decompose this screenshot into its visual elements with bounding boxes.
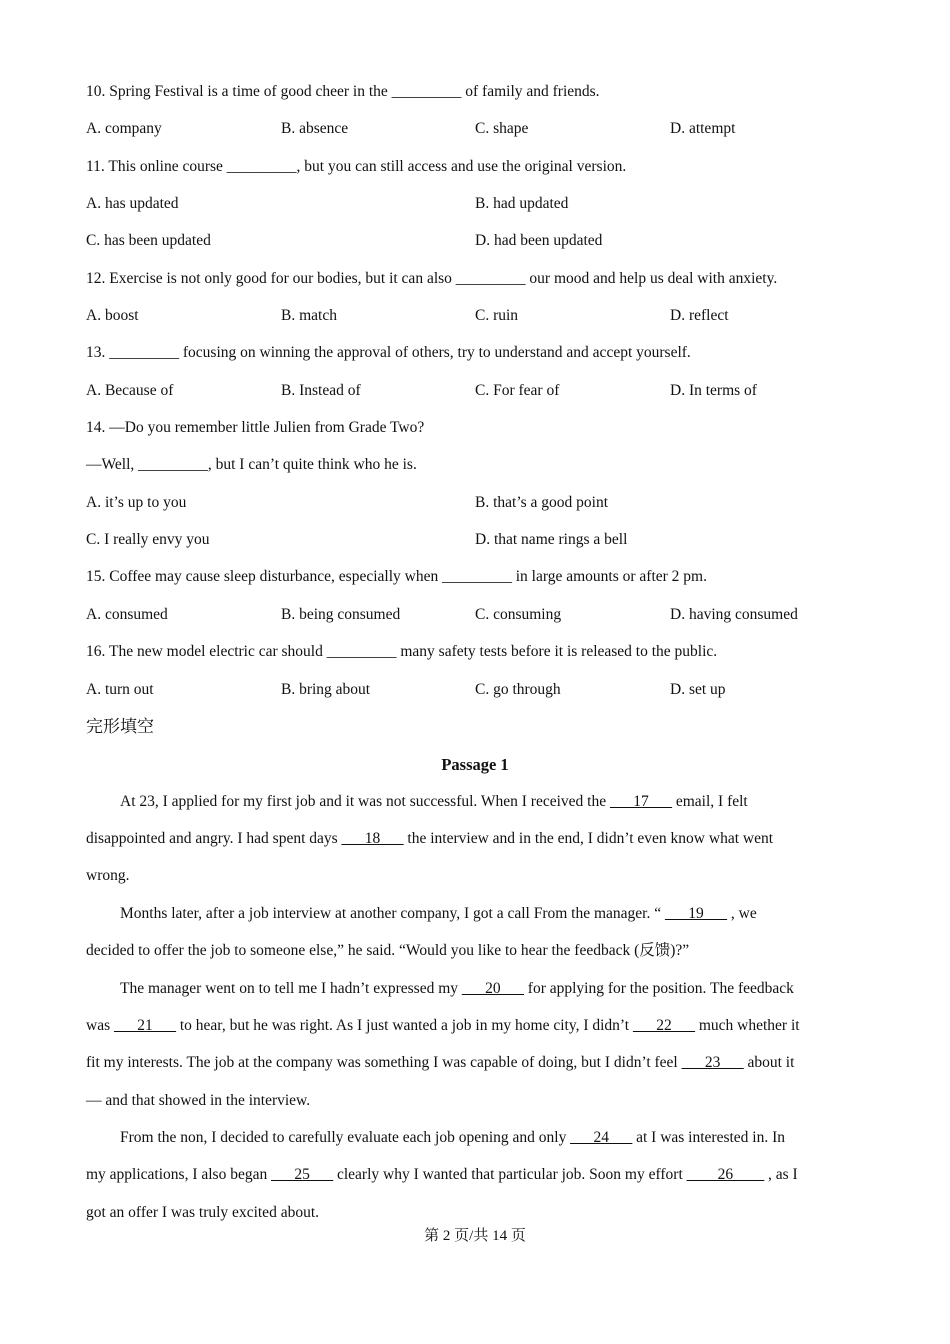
- page-footer: 第 2 页/共 14 页: [424, 1228, 526, 1244]
- blank-21: ___21___: [113, 1017, 176, 1034]
- question-16-option-b: B. bring about: [281, 681, 371, 698]
- blank-17: ___17___: [609, 793, 672, 810]
- question-16-stem: 16. The new model electric car should _________ many safety tests before it is released to the public.: [86, 643, 718, 660]
- question-11-stem: 11. This online course _________, but you can still access and use the original version.: [86, 158, 627, 175]
- question-16-option-a: A. turn out: [86, 681, 154, 698]
- question-12-option-d: D. reflect: [670, 307, 729, 324]
- blank-22: ___22___: [632, 1017, 695, 1034]
- question-16-option-d: D. set up: [670, 681, 726, 698]
- question-13-option-d: D. In terms of: [670, 382, 757, 399]
- passage-line: From the non, I decided to carefully evaluate each job opening and only ___24___ at I was interested in. In: [120, 1129, 786, 1146]
- passage-line: The manager went on to tell me I hadn’t expressed my ___20___ for applying for the position. The feedback: [120, 980, 794, 997]
- question-15-option-b: B. being consumed: [281, 606, 401, 623]
- question-14-option-c: C. I really envy you: [86, 531, 210, 548]
- question-14-reply: —Well, _________, but I can’t quite think who he is.: [86, 456, 417, 473]
- passage-line: my applications, I also began ___25___ clearly why I wanted that particular job. Soon my effort ____26____ , as I: [86, 1166, 798, 1183]
- passage-line: wrong.: [86, 867, 130, 884]
- passage-line: got an offer I was truly excited about.: [86, 1204, 319, 1221]
- question-12-option-a: A. boost: [86, 307, 139, 324]
- question-12-option-c: C. ruin: [475, 307, 519, 324]
- blank-23: ___23___: [681, 1054, 744, 1071]
- question-11-option-c: C. has been updated: [86, 232, 211, 249]
- question-14-option-a: A. it’s up to you: [86, 494, 187, 511]
- question-12-stem: 12. Exercise is not only good for our bodies, but it can also _________ our mood and help us deal with anxiety.: [86, 270, 778, 287]
- question-15-option-d: D. having consumed: [670, 606, 798, 623]
- passage-line: was ___21___ to hear, but he was right. As I just wanted a job in my home city, I didn’t ___22___ much whether it: [86, 1017, 800, 1034]
- question-10-stem: 10. Spring Festival is a time of good cheer in the _________ of family and friends.: [86, 83, 600, 100]
- question-15-option-a: A. consumed: [86, 606, 168, 623]
- passage-line: fit my interests. The job at the company was something I was capable of doing, but I didn’t feel ___23___ about it: [86, 1054, 795, 1071]
- passage-line: — and that showed in the interview.: [86, 1092, 311, 1109]
- section-title: 完形填空: [86, 717, 154, 737]
- question-16-option-c: C. go through: [475, 681, 561, 698]
- question-15-option-c: C. consuming: [475, 606, 562, 623]
- blank-18: ___18___: [341, 830, 404, 847]
- question-14-option-b: B. that’s a good point: [475, 494, 609, 511]
- question-10-option-b: B. absence: [281, 120, 349, 137]
- question-13-option-b: B. Instead of: [281, 382, 361, 399]
- question-14-option-d: D. that name rings a bell: [475, 531, 628, 548]
- passage-line: disappointed and angry. I had spent days ___18___ the interview and in the end, I didn’t even know what went: [86, 830, 774, 847]
- question-10-option-c: C. shape: [475, 120, 529, 137]
- blank-25: ___25___: [271, 1166, 334, 1183]
- question-14-stem: 14. —Do you remember little Julien from Grade Two?: [86, 419, 425, 436]
- question-10-option-a: A. company: [86, 120, 162, 137]
- blank-26: ____26____: [686, 1166, 765, 1183]
- passage-line: decided to offer the job to someone else,” he said. “Would you like to hear the feedback (反馈)?”: [86, 942, 690, 959]
- question-13-option-c: C. For fear of: [475, 382, 560, 399]
- passage-title: Passage 1: [441, 755, 509, 774]
- question-11-option-a: A. has updated: [86, 195, 179, 212]
- question-13-stem: 13. _________ focusing on winning the approval of others, try to understand and accept yourself.: [86, 344, 691, 361]
- question-10-option-d: D. attempt: [670, 120, 736, 137]
- passage-line: At 23, I applied for my first job and it was not successful. When I received the ___17___ email, I felt: [120, 793, 748, 810]
- question-12-option-b: B. match: [281, 307, 337, 324]
- question-11-option-d: D. had been updated: [475, 232, 603, 249]
- question-11-option-b: B. had updated: [475, 195, 569, 212]
- question-15-stem: 15. Coffee may cause sleep disturbance, especially when _________ in large amounts or after 2 pm.: [86, 568, 707, 585]
- question-13-option-a: A. Because of: [86, 382, 174, 399]
- passage-line: Months later, after a job interview at another company, I got a call From the manager. “ ___19___ , we: [120, 905, 757, 922]
- blank-24: ___24___: [570, 1129, 633, 1146]
- blank-20: ___20___: [461, 980, 524, 997]
- blank-19: ___19___: [665, 905, 727, 922]
